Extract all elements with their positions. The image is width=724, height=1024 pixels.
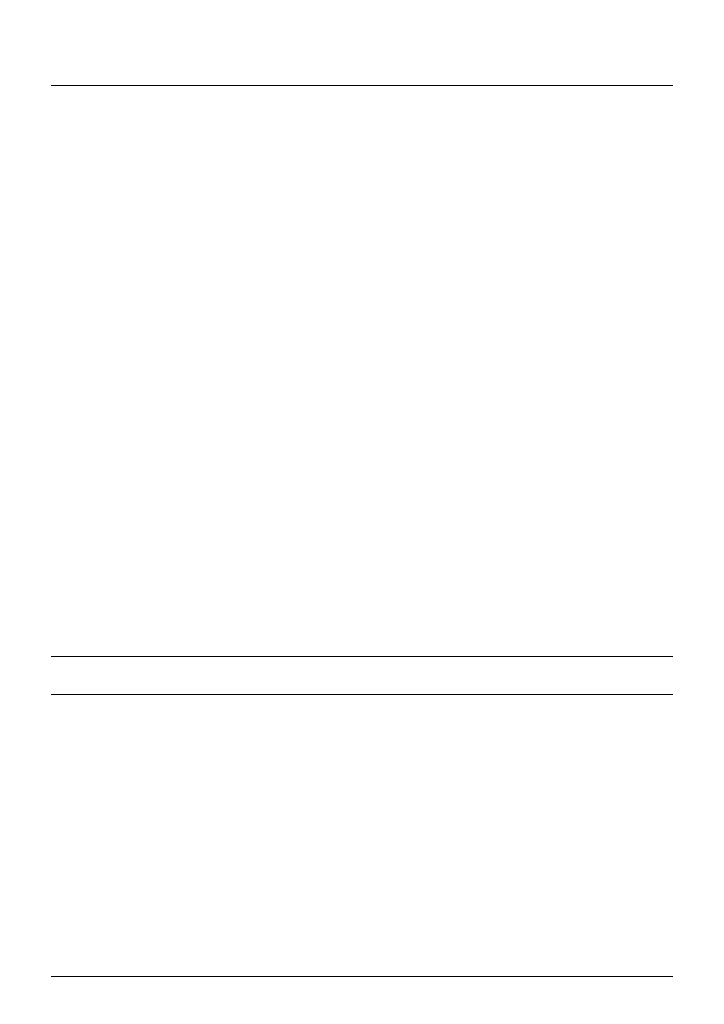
race33-divider — [51, 656, 673, 657]
header-divider — [51, 85, 673, 86]
footer-divider — [51, 976, 673, 977]
qual-divider — [51, 694, 673, 695]
